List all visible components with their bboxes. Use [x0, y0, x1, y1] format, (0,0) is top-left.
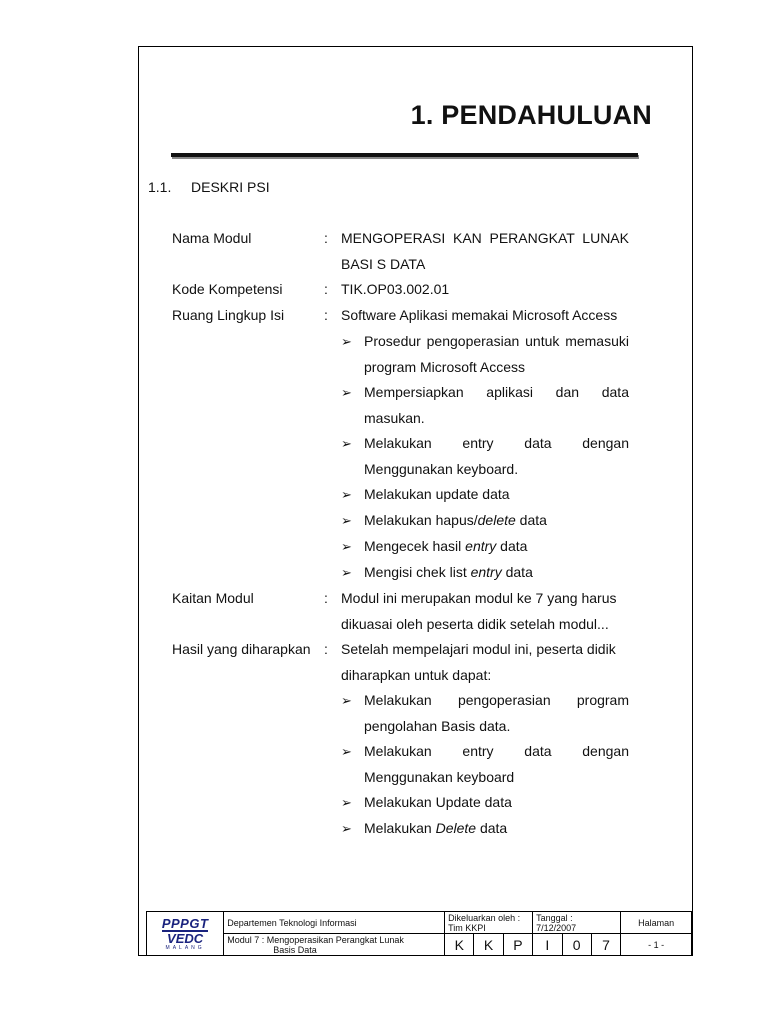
scope-bullet-2-line2: masukan.: [364, 410, 425, 426]
colon: :: [324, 641, 328, 657]
bullet-icon: ➢: [341, 693, 352, 708]
module-line2: Basis Data: [273, 944, 317, 955]
value-hasil-line2: diharapkan untuk dapat:: [341, 667, 492, 683]
date-label: Tanggal :: [536, 912, 573, 923]
footer-table: [146, 911, 692, 956]
value-nama-modul-line1: MENGOPERASI KAN PERANGKAT LUNAK: [341, 230, 629, 246]
date-value: 7/12/2007: [536, 922, 577, 933]
bullet-icon: ➢: [341, 487, 352, 502]
result-bullet-3: Melakukan Update data: [364, 794, 512, 810]
logo-text-mid: VEDC: [167, 930, 204, 946]
page-label: Halaman: [621, 912, 692, 934]
code-char-1: K: [445, 934, 474, 956]
scope-bullet-1-line1: Prosedur pengoperasian untuk memasuki: [364, 333, 629, 349]
scope-bullet-2-line1: Mempersiapkan aplikasi dan data: [364, 384, 629, 400]
bullet-icon: ➢: [341, 385, 352, 400]
logo-text-bot: MALANG: [165, 944, 205, 951]
scope-bullet-3-line2: Menggunakan keyboard.: [364, 461, 519, 477]
module-cell: [224, 934, 445, 956]
section-number: 1.1.: [148, 179, 172, 195]
result-bullet-2-line2: Menggunakan keyboard: [364, 769, 515, 785]
colon: :: [324, 281, 328, 297]
colon: :: [324, 590, 328, 606]
bullet-icon: ➢: [341, 821, 352, 836]
issued-cell: [445, 912, 533, 934]
title-rule: [171, 153, 638, 157]
result-bullet-2-line1: Melakukan entry data dengan: [364, 743, 629, 759]
colon: :: [324, 230, 328, 246]
issued-by: Tim KKPI: [448, 922, 486, 933]
code-char-6: 7: [591, 934, 620, 956]
scope-bullet-4: Melakukan update data: [364, 486, 510, 502]
bullet-icon: ➢: [341, 436, 352, 451]
page-number: - 1 -: [621, 934, 692, 956]
colon: :: [324, 307, 328, 323]
issued-label: Dikeluarkan oleh :: [448, 912, 521, 923]
scope-bullet-1-line2: program Microsoft Access: [364, 359, 526, 375]
value-hasil-line1: Setelah mempelajari modul ini, peserta didik: [341, 641, 616, 657]
module-line1: Modul 7 : Mengoperasikan Perangkat Lunak: [227, 934, 404, 945]
label-kode-kompetensi: Kode Kompetensi: [172, 281, 283, 297]
scope-bullet-5: Melakukan hapus/delete data: [364, 512, 547, 528]
code-char-5: 0: [562, 934, 591, 956]
bullet-icon: ➢: [341, 334, 352, 349]
value-ruang-lingkup: Software Aplikasi memakai Microsoft Access: [341, 307, 618, 323]
code-char-2: K: [474, 934, 503, 956]
bullet-icon: ➢: [341, 744, 352, 759]
result-bullet-1-line2: pengolahan Basis data.: [364, 718, 511, 734]
page-title: 1. PENDAHULUAN: [410, 100, 652, 130]
footer: [146, 911, 692, 956]
result-bullet-1-line1: Melakukan pengoperasian program: [364, 692, 629, 708]
logo-text-top: PPPGT: [161, 915, 209, 931]
label-kaitan-modul: Kaitan Modul: [172, 590, 254, 606]
label-ruang-lingkup: Ruang Lingkup Isi: [172, 307, 285, 323]
bullet-icon: ➢: [341, 565, 352, 580]
institution-logo: [147, 912, 224, 956]
department-cell: Departemen Teknologi Informasi: [224, 912, 445, 934]
label-hasil: Hasil yang diharapkan: [172, 641, 311, 657]
bullet-icon: ➢: [341, 539, 352, 554]
section-title: DESKRI PSI: [191, 179, 270, 195]
date-cell: [533, 912, 621, 934]
label-nama-modul: Nama Modul: [172, 230, 252, 246]
bullet-icon: ➢: [341, 795, 352, 810]
value-kode-kompetensi: TIK.OP03.002.01: [341, 281, 450, 297]
bullet-icon: ➢: [341, 513, 352, 528]
scope-bullet-3-line1: Melakukan entry data dengan: [364, 435, 629, 451]
value-kaitan-modul-line1: Modul ini merupakan modul ke 7 yang harus: [341, 590, 617, 606]
section-heading: [148, 179, 270, 195]
scope-bullet-7: Mengisi chek list entry data: [364, 564, 533, 580]
value-nama-modul-line2: BASI S DATA: [341, 256, 426, 272]
code-char-4: I: [533, 934, 562, 956]
code-char-3: P: [503, 934, 532, 956]
result-bullet-4: Melakukan Delete data: [364, 820, 508, 836]
value-kaitan-modul-line2: dikuasai oleh peserta didik setelah modul...: [341, 616, 609, 632]
scope-bullet-6: Mengecek hasil entry data: [364, 538, 528, 554]
